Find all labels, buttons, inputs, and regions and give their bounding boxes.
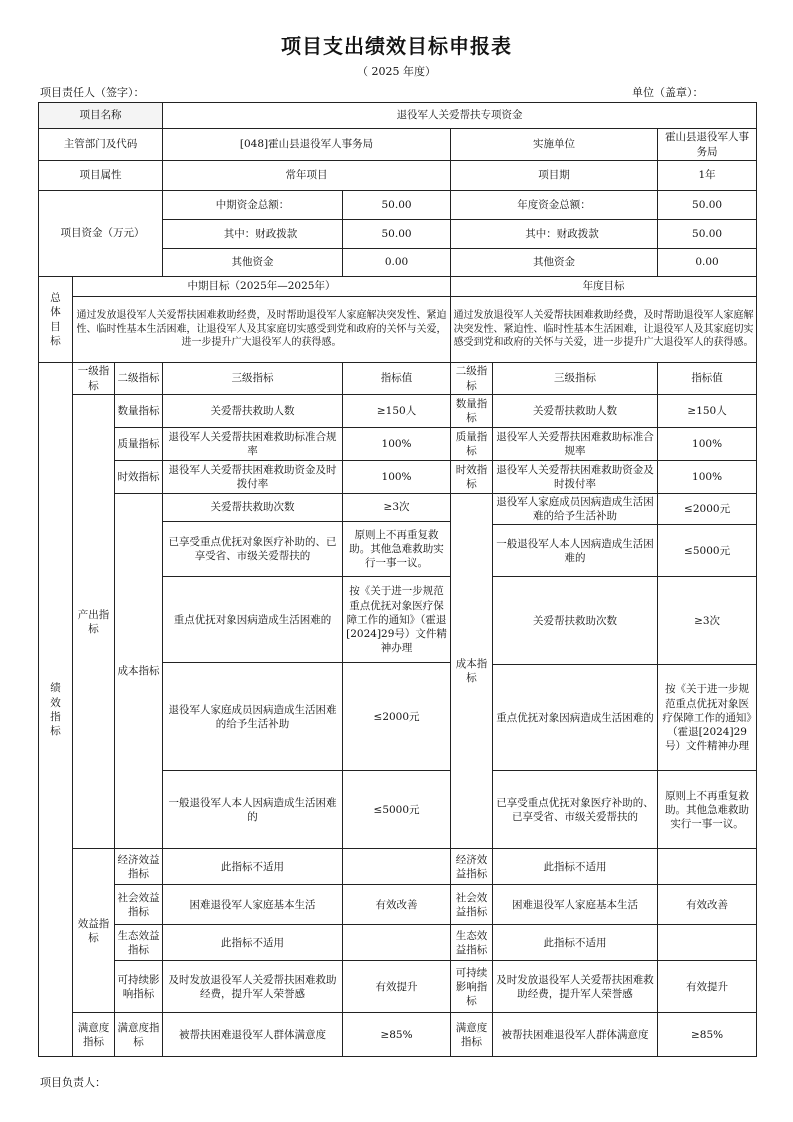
table-cell: 及时发放退役军人关爱帮扶困难救助经费，提升军人荣誉感 — [493, 961, 658, 1013]
dept-value: [048]霍山县退役军人事务局 — [163, 129, 451, 161]
project-attr-label: 项目属性 — [39, 161, 163, 191]
cost-year-value: ≤5000元 — [658, 525, 757, 577]
table-cell: 100% — [658, 428, 757, 461]
table-cell: ≥85% — [343, 1013, 451, 1057]
table-row: 经济效益指标 — [115, 849, 163, 885]
table-row: 社会效益指标 — [115, 885, 163, 925]
output-indicator-label: 产出指标 — [73, 395, 115, 849]
project-attr-value: 常年项目 — [163, 161, 451, 191]
cost-mid-value: 原则上不再重复救助。其他急难救助实行一事一议。 — [343, 522, 451, 577]
year-total-label: 年度资金总额： — [451, 191, 658, 220]
cost-mid-value: ≥3次 — [343, 494, 451, 522]
year-fin-label: 其中：财政拨款 — [451, 220, 658, 249]
effect-indicator-label: 效益指标 — [73, 849, 115, 1013]
table-cell — [658, 925, 757, 961]
head-lvl1: 一级指标 — [73, 363, 115, 395]
mid-goal-text: 通过发放退役军人关爱帮扶困难救助经费，及时帮助退役军人家庭解决突发性、紧迫性、临时性基本生活困难，让退役军人及其家庭切实感受到党和政府的关怀与关爱，进一步提升广大退役军人的获得感。 — [73, 297, 451, 363]
cost-year-value: 按《关于进一步规范重点优抚对象医疗保障工作的通知》（霍退[2024]29号）文件精神办理 — [658, 665, 757, 771]
performance-indicator-text: 绩效指标 — [50, 682, 61, 737]
year-other-value: 0.00 — [658, 249, 757, 277]
table-row: 数量指标 — [115, 395, 163, 428]
table-cell: 退役军人关爱帮扶困难救助标准合规率 — [163, 428, 343, 461]
cost-mid-value: ≤5000元 — [343, 771, 451, 849]
year-fin-value: 50.00 — [658, 220, 757, 249]
table-cell: 此指标不适用 — [493, 849, 658, 885]
head-lvl2-mid: 二级指标 — [115, 363, 163, 395]
table-cell: 退役军人关爱帮扶困难救助资金及时拨付率 — [163, 461, 343, 494]
table-row: 质量指标 — [115, 428, 163, 461]
page-title: 项目支出绩效目标申报表 — [281, 34, 512, 58]
table-cell: 可持续影响指标 — [451, 961, 493, 1013]
project-name-value: 退役军人关爱帮扶专项资金 — [163, 103, 757, 129]
table-cell: 退役军人关爱帮扶困难救助标准合规率 — [493, 428, 658, 461]
project-name-label: 项目名称 — [39, 103, 163, 129]
cost-mid-name: 重点优抚对象因病造成生活困难的 — [163, 577, 343, 663]
table-cell: 困难退役军人家庭基本生活 — [163, 885, 343, 925]
cost-year-name: 关爱帮扶救助次数 — [493, 577, 658, 665]
table-row: 满意度指标 — [115, 1013, 163, 1057]
table-row: 生态效益指标 — [115, 925, 163, 961]
cost-year-name: 重点优抚对象因病造成生活困难的 — [493, 665, 658, 771]
dept-label: 主管部门及代码 — [39, 129, 163, 161]
project-period-label: 项目期 — [451, 161, 658, 191]
table-cell: 有效改善 — [658, 885, 757, 925]
table-cell: 被帮扶困难退役军人群体满意度 — [163, 1013, 343, 1057]
table-cell: 满意度指标 — [451, 1013, 493, 1057]
year-other-label: 其他资金 — [451, 249, 658, 277]
head-value-mid: 指标值 — [343, 363, 451, 395]
mid-fin-value: 50.00 — [343, 220, 451, 249]
mid-other-label: 其他资金 — [163, 249, 343, 277]
head-value-year: 指标值 — [658, 363, 757, 395]
cost-year-value: ≤2000元 — [658, 494, 757, 525]
table-cell: 100% — [343, 461, 451, 494]
satisfaction-indicator-label: 满意度指标 — [73, 1013, 115, 1057]
head-lvl3-year: 三级指标 — [493, 363, 658, 395]
year-total-value: 50.00 — [658, 191, 757, 220]
table-cell: 质量指标 — [451, 428, 493, 461]
performance-target-table — [38, 102, 757, 1057]
impl-unit-label: 实施单位 — [451, 129, 658, 161]
table-cell: 困难退役军人家庭基本生活 — [493, 885, 658, 925]
table-cell: 此指标不适用 — [163, 849, 343, 885]
mid-total-value: 50.00 — [343, 191, 451, 220]
cost-mid-value: 按《关于进一步规范重点优抚对象医疗保障工作的通知》（霍退[2024]29号）文件精神办理 — [343, 577, 451, 663]
overall-goal-label — [39, 277, 73, 363]
table-row: 时效指标 — [115, 461, 163, 494]
table-cell — [343, 925, 451, 961]
year-line: （ 2025 年度） — [357, 65, 436, 78]
cost-mid-name: 关爱帮扶救助次数 — [163, 494, 343, 522]
table-cell: 及时发放退役军人关爱帮扶困难救助经费，提升军人荣誉感 — [163, 961, 343, 1013]
table-cell: ≥150人 — [658, 395, 757, 428]
project-period-value: 1年 — [658, 161, 757, 191]
table-row: 可持续影响指标 — [115, 961, 163, 1013]
table-cell — [343, 849, 451, 885]
table-cell: 有效提升 — [343, 961, 451, 1013]
table-cell: 100% — [658, 461, 757, 494]
unit-stamp-label: 单位（盖章）： — [632, 86, 704, 99]
table-cell: 生态效益指标 — [451, 925, 493, 961]
cost-indicator-label-mid: 成本指标 — [115, 494, 163, 849]
mid-goal-header: 中期目标（2025年—2025年） — [73, 277, 451, 297]
year-goal-header: 年度目标 — [451, 277, 757, 297]
cost-year-value: ≥3次 — [658, 577, 757, 665]
cost-mid-name: 一般退役军人本人因病造成生活困难的 — [163, 771, 343, 849]
fund-label-text: 项目资金（万元） — [60, 227, 145, 240]
cost-mid-name: 已享受重点优抚对象医疗补助的、已享受省、市级关爱帮扶的 — [163, 522, 343, 577]
project-leader-label: 项目负责人： — [40, 1076, 106, 1089]
table-cell: 有效改善 — [343, 885, 451, 925]
table-cell: 此指标不适用 — [163, 925, 343, 961]
table-cell — [658, 849, 757, 885]
table-cell: 数量指标 — [451, 395, 493, 428]
mid-other-value: 0.00 — [343, 249, 451, 277]
cost-year-name: 已享受重点优抚对象医疗补助的、已享受省、市级关爱帮扶的 — [493, 771, 658, 849]
table-cell: 关爱帮扶救助人数 — [493, 395, 658, 428]
cost-year-name: 一般退役军人本人因病造成生活困难的 — [493, 525, 658, 577]
overall-goal-text: 总体目标 — [50, 292, 61, 347]
performance-indicator-label — [39, 363, 73, 1057]
table-cell: 社会效益指标 — [451, 885, 493, 925]
table-cell: 此指标不适用 — [493, 925, 658, 961]
table-cell: 时效指标 — [451, 461, 493, 494]
cost-mid-name: 退役军人家庭成员因病造成生活困难的给予生活补助 — [163, 663, 343, 771]
cost-year-value: 原则上不再重复救助。其他急难救助实行一事一议。 — [658, 771, 757, 849]
table-cell: 退役军人关爱帮扶困难救助资金及时拨付率 — [493, 461, 658, 494]
mid-fin-label: 其中：财政拨款 — [163, 220, 343, 249]
table-cell: ≥85% — [658, 1013, 757, 1057]
responsible-signature-label: 项目责任人（签字）： — [40, 86, 145, 99]
table-cell: 100% — [343, 428, 451, 461]
year-goal-text: 通过发放退役军人关爱帮扶困难救助经费，及时帮助退役军人家庭解决突发性、紧迫性、临时性基本生活困难，让退役军人及其家庭切实感受到党和政府的关怀与关爱，进一步提升广大退役军人的获得感。 — [451, 297, 757, 363]
mid-total-label: 中期资金总额： — [163, 191, 343, 220]
table-cell: 关爱帮扶救助人数 — [163, 395, 343, 428]
impl-unit-value: 霍山县退役军人事务局 — [658, 129, 757, 161]
table-cell: 有效提升 — [658, 961, 757, 1013]
fund-label — [39, 191, 163, 277]
cost-mid-value: ≤2000元 — [343, 663, 451, 771]
cost-year-name: 退役军人家庭成员因病造成生活困难的给予生活补助 — [493, 494, 658, 525]
head-lvl2-year: 二级指标 — [451, 363, 493, 395]
cost-indicator-label-year: 成本指标 — [451, 494, 493, 849]
table-cell: 被帮扶困难退役军人群体满意度 — [493, 1013, 658, 1057]
table-cell: ≥150人 — [343, 395, 451, 428]
head-lvl3-mid: 三级指标 — [163, 363, 343, 395]
table-cell: 经济效益指标 — [451, 849, 493, 885]
